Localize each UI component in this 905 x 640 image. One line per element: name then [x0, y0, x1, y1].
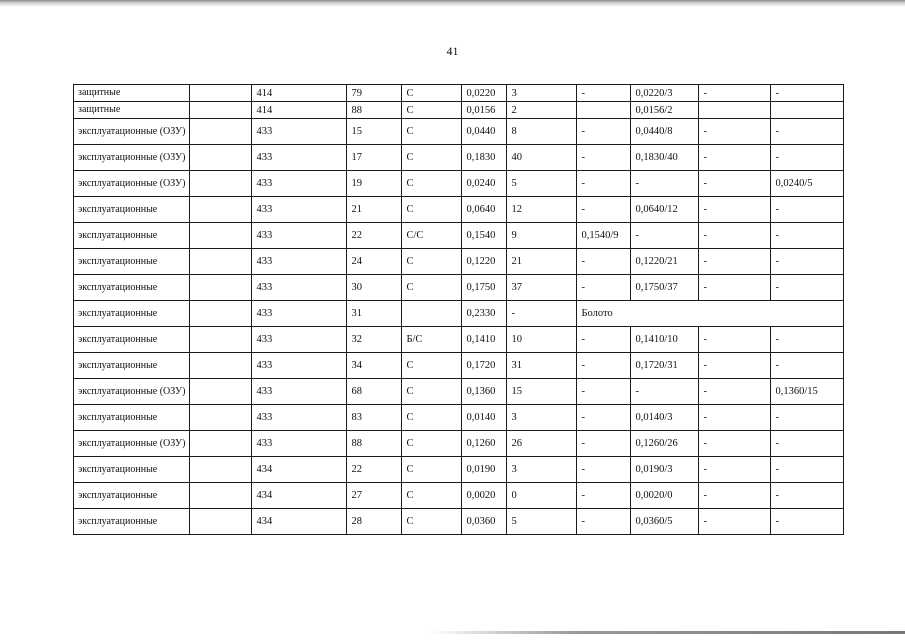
- value-cell-1: -: [577, 197, 631, 223]
- category-cell: эксплуатационные (ОЗУ): [74, 379, 190, 405]
- plot-number-cell: 83: [347, 405, 402, 431]
- value-cell-2: 0,0190/3: [631, 457, 699, 483]
- value-cell-2: 0,1750/37: [631, 275, 699, 301]
- table-row: [74, 483, 844, 509]
- value-cell-4: 0,1360/15: [771, 379, 844, 405]
- area-cell: 0,1720: [462, 353, 507, 379]
- area-cell: 0,1410: [462, 327, 507, 353]
- type-cell: С: [402, 353, 462, 379]
- type-cell: С: [402, 457, 462, 483]
- plot-number-cell: 19: [347, 171, 402, 197]
- area-cell: 0,1260: [462, 431, 507, 457]
- block-number-cell: 414: [252, 102, 347, 119]
- scan-edge-bottom: [430, 631, 905, 634]
- plot-number-cell: 24: [347, 249, 402, 275]
- type-cell: Б/С: [402, 327, 462, 353]
- value-cell-2: -: [631, 223, 699, 249]
- block-number-cell: 433: [252, 431, 347, 457]
- type-cell: С: [402, 119, 462, 145]
- table-row: [74, 171, 844, 197]
- area-cell: 0,1750: [462, 275, 507, 301]
- count-cell: 31: [507, 353, 577, 379]
- count-cell: 10: [507, 327, 577, 353]
- block-number-cell: 434: [252, 483, 347, 509]
- category-cell: защитные: [74, 85, 190, 102]
- plot-number-cell: 15: [347, 119, 402, 145]
- value-cell-1: -: [577, 457, 631, 483]
- value-cell-3: -: [699, 275, 771, 301]
- table-row: [74, 85, 844, 102]
- block-number-cell: 433: [252, 249, 347, 275]
- block-number-cell: 433: [252, 327, 347, 353]
- value-cell-3: -: [699, 457, 771, 483]
- value-cell-3: -: [699, 119, 771, 145]
- count-cell: -: [507, 301, 577, 327]
- value-cell-2: 0,0140/3: [631, 405, 699, 431]
- count-cell: 5: [507, 171, 577, 197]
- table-row: [74, 223, 844, 249]
- value-cell-1: [577, 102, 631, 119]
- value-cell-4: -: [771, 145, 844, 171]
- type-cell: С: [402, 85, 462, 102]
- value-cell-4: -: [771, 327, 844, 353]
- category-cell: эксплуатационные: [74, 405, 190, 431]
- value-cell-3: -: [699, 171, 771, 197]
- value-cell-4: -: [771, 197, 844, 223]
- value-cell-2: 0,0156/2: [631, 102, 699, 119]
- value-cell-3: -: [699, 483, 771, 509]
- value-cell-3: -: [699, 431, 771, 457]
- plot-number-cell: 30: [347, 275, 402, 301]
- value-cell-2: 0,0440/8: [631, 119, 699, 145]
- type-cell: С: [402, 275, 462, 301]
- value-cell-4: -: [771, 431, 844, 457]
- count-cell: 15: [507, 379, 577, 405]
- area-cell: 0,0190: [462, 457, 507, 483]
- blank-cell: [190, 145, 252, 171]
- count-cell: 37: [507, 275, 577, 301]
- category-cell: эксплуатационные: [74, 197, 190, 223]
- type-cell: С: [402, 509, 462, 535]
- category-cell: эксплуатационные (ОЗУ): [74, 119, 190, 145]
- blank-cell: [190, 327, 252, 353]
- value-cell-4: -: [771, 457, 844, 483]
- blank-cell: [190, 197, 252, 223]
- value-cell-1: -: [577, 353, 631, 379]
- blank-cell: [190, 249, 252, 275]
- category-cell: эксплуатационные: [74, 327, 190, 353]
- count-cell: 3: [507, 457, 577, 483]
- block-number-cell: 433: [252, 353, 347, 379]
- block-number-cell: 433: [252, 197, 347, 223]
- note-cell: Болото: [577, 301, 844, 327]
- value-cell-4: -: [771, 275, 844, 301]
- plot-number-cell: 68: [347, 379, 402, 405]
- table-row: [74, 457, 844, 483]
- plot-number-cell: 17: [347, 145, 402, 171]
- area-cell: 0,0640: [462, 197, 507, 223]
- value-cell-4: -: [771, 509, 844, 535]
- type-cell: С: [402, 379, 462, 405]
- category-cell: эксплуатационные: [74, 223, 190, 249]
- table-row: [74, 509, 844, 535]
- value-cell-3: -: [699, 249, 771, 275]
- area-cell: 0,0156: [462, 102, 507, 119]
- table-row: [74, 353, 844, 379]
- count-cell: 8: [507, 119, 577, 145]
- block-number-cell: 433: [252, 171, 347, 197]
- table-row: [74, 405, 844, 431]
- blank-cell: [190, 102, 252, 119]
- value-cell-2: 0,0220/3: [631, 85, 699, 102]
- count-cell: 40: [507, 145, 577, 171]
- plot-number-cell: 21: [347, 197, 402, 223]
- value-cell-3: -: [699, 405, 771, 431]
- table-row: [74, 327, 844, 353]
- value-cell-4: -: [771, 249, 844, 275]
- blank-cell: [190, 85, 252, 102]
- block-number-cell: 433: [252, 379, 347, 405]
- block-number-cell: 433: [252, 405, 347, 431]
- value-cell-2: -: [631, 379, 699, 405]
- value-cell-1: -: [577, 275, 631, 301]
- area-cell: 0,1830: [462, 145, 507, 171]
- value-cell-1: -: [577, 249, 631, 275]
- value-cell-2: -: [631, 171, 699, 197]
- plot-number-cell: 88: [347, 431, 402, 457]
- plot-number-cell: 88: [347, 102, 402, 119]
- value-cell-4: 0,0240/5: [771, 171, 844, 197]
- area-cell: 0,0140: [462, 405, 507, 431]
- block-number-cell: 433: [252, 301, 347, 327]
- value-cell-3: -: [699, 197, 771, 223]
- block-number-cell: 414: [252, 85, 347, 102]
- value-cell-1: -: [577, 379, 631, 405]
- value-cell-3: -: [699, 85, 771, 102]
- table-row: [74, 301, 844, 327]
- area-cell: 0,2330: [462, 301, 507, 327]
- block-number-cell: 433: [252, 223, 347, 249]
- blank-cell: [190, 275, 252, 301]
- area-cell: 0,0220: [462, 85, 507, 102]
- value-cell-4: -: [771, 483, 844, 509]
- blank-cell: [190, 509, 252, 535]
- count-cell: 9: [507, 223, 577, 249]
- value-cell-3: -: [699, 327, 771, 353]
- blank-cell: [190, 301, 252, 327]
- area-cell: 0,1220: [462, 249, 507, 275]
- value-cell-1: 0,1540/9: [577, 223, 631, 249]
- block-number-cell: 433: [252, 275, 347, 301]
- plot-number-cell: 28: [347, 509, 402, 535]
- count-cell: 3: [507, 85, 577, 102]
- value-cell-2: 0,1720/31: [631, 353, 699, 379]
- type-cell: С/С: [402, 223, 462, 249]
- table-row: [74, 431, 844, 457]
- plot-number-cell: 34: [347, 353, 402, 379]
- type-cell: С: [402, 431, 462, 457]
- count-cell: 12: [507, 197, 577, 223]
- blank-cell: [190, 483, 252, 509]
- plot-number-cell: 27: [347, 483, 402, 509]
- value-cell-1: -: [577, 327, 631, 353]
- value-cell-2: 0,1830/40: [631, 145, 699, 171]
- value-cell-3: [699, 102, 771, 119]
- value-cell-2: 0,1260/26: [631, 431, 699, 457]
- blank-cell: [190, 457, 252, 483]
- value-cell-4: -: [771, 353, 844, 379]
- area-cell: 0,1360: [462, 379, 507, 405]
- type-cell: С: [402, 197, 462, 223]
- value-cell-2: 0,1410/10: [631, 327, 699, 353]
- plot-number-cell: 32: [347, 327, 402, 353]
- blank-cell: [190, 431, 252, 457]
- type-cell: С: [402, 483, 462, 509]
- value-cell-4: -: [771, 119, 844, 145]
- table-row: [74, 145, 844, 171]
- table-row: [74, 275, 844, 301]
- area-cell: 0,0240: [462, 171, 507, 197]
- value-cell-3: -: [699, 509, 771, 535]
- count-cell: 0: [507, 483, 577, 509]
- value-cell-1: -: [577, 85, 631, 102]
- type-cell: [402, 301, 462, 327]
- table-row: [74, 379, 844, 405]
- category-cell: эксплуатационные (ОЗУ): [74, 431, 190, 457]
- value-cell-1: -: [577, 483, 631, 509]
- type-cell: С: [402, 145, 462, 171]
- value-cell-2: 0,1220/21: [631, 249, 699, 275]
- blank-cell: [190, 119, 252, 145]
- category-cell: эксплуатационные: [74, 483, 190, 509]
- blank-cell: [190, 379, 252, 405]
- category-cell: эксплуатационные: [74, 509, 190, 535]
- value-cell-3: -: [699, 379, 771, 405]
- area-cell: 0,1540: [462, 223, 507, 249]
- category-cell: эксплуатационные (ОЗУ): [74, 171, 190, 197]
- value-cell-1: -: [577, 509, 631, 535]
- count-cell: 2: [507, 102, 577, 119]
- value-cell-3: -: [699, 223, 771, 249]
- scan-edge-top: [0, 0, 905, 7]
- count-cell: 26: [507, 431, 577, 457]
- plot-number-cell: 79: [347, 85, 402, 102]
- type-cell: С: [402, 249, 462, 275]
- type-cell: С: [402, 171, 462, 197]
- area-cell: 0,0360: [462, 509, 507, 535]
- block-number-cell: 433: [252, 145, 347, 171]
- value-cell-4: -: [771, 405, 844, 431]
- value-cell-3: -: [699, 353, 771, 379]
- forest-plots-table: [73, 84, 844, 535]
- area-cell: 0,0020: [462, 483, 507, 509]
- value-cell-1: -: [577, 431, 631, 457]
- category-cell: эксплуатационные: [74, 457, 190, 483]
- value-cell-4: -: [771, 223, 844, 249]
- value-cell-4: -: [771, 85, 844, 102]
- blank-cell: [190, 353, 252, 379]
- blank-cell: [190, 223, 252, 249]
- block-number-cell: 434: [252, 457, 347, 483]
- value-cell-2: 0,0020/0: [631, 483, 699, 509]
- value-cell-1: -: [577, 171, 631, 197]
- value-cell-2: 0,0360/5: [631, 509, 699, 535]
- page-number: 41: [446, 44, 459, 58]
- category-cell: защитные: [74, 102, 190, 119]
- value-cell-1: -: [577, 145, 631, 171]
- type-cell: С: [402, 102, 462, 119]
- count-cell: 3: [507, 405, 577, 431]
- table-row: [74, 119, 844, 145]
- value-cell-2: 0,0640/12: [631, 197, 699, 223]
- count-cell: 5: [507, 509, 577, 535]
- block-number-cell: 434: [252, 509, 347, 535]
- data-table-wrapper: [73, 84, 844, 535]
- plot-number-cell: 22: [347, 457, 402, 483]
- category-cell: эксплуатационные: [74, 353, 190, 379]
- value-cell-3: -: [699, 145, 771, 171]
- plot-number-cell: 31: [347, 301, 402, 327]
- blank-cell: [190, 405, 252, 431]
- plot-number-cell: 22: [347, 223, 402, 249]
- category-cell: эксплуатационные (ОЗУ): [74, 145, 190, 171]
- category-cell: эксплуатационные: [74, 275, 190, 301]
- table-row: [74, 249, 844, 275]
- type-cell: С: [402, 405, 462, 431]
- count-cell: 21: [507, 249, 577, 275]
- area-cell: 0,0440: [462, 119, 507, 145]
- category-cell: эксплуатационные: [74, 249, 190, 275]
- value-cell-4: [771, 102, 844, 119]
- blank-cell: [190, 171, 252, 197]
- value-cell-1: -: [577, 405, 631, 431]
- category-cell: эксплуатационные: [74, 301, 190, 327]
- table-row: [74, 197, 844, 223]
- table-row: [74, 102, 844, 119]
- block-number-cell: 433: [252, 119, 347, 145]
- value-cell-1: -: [577, 119, 631, 145]
